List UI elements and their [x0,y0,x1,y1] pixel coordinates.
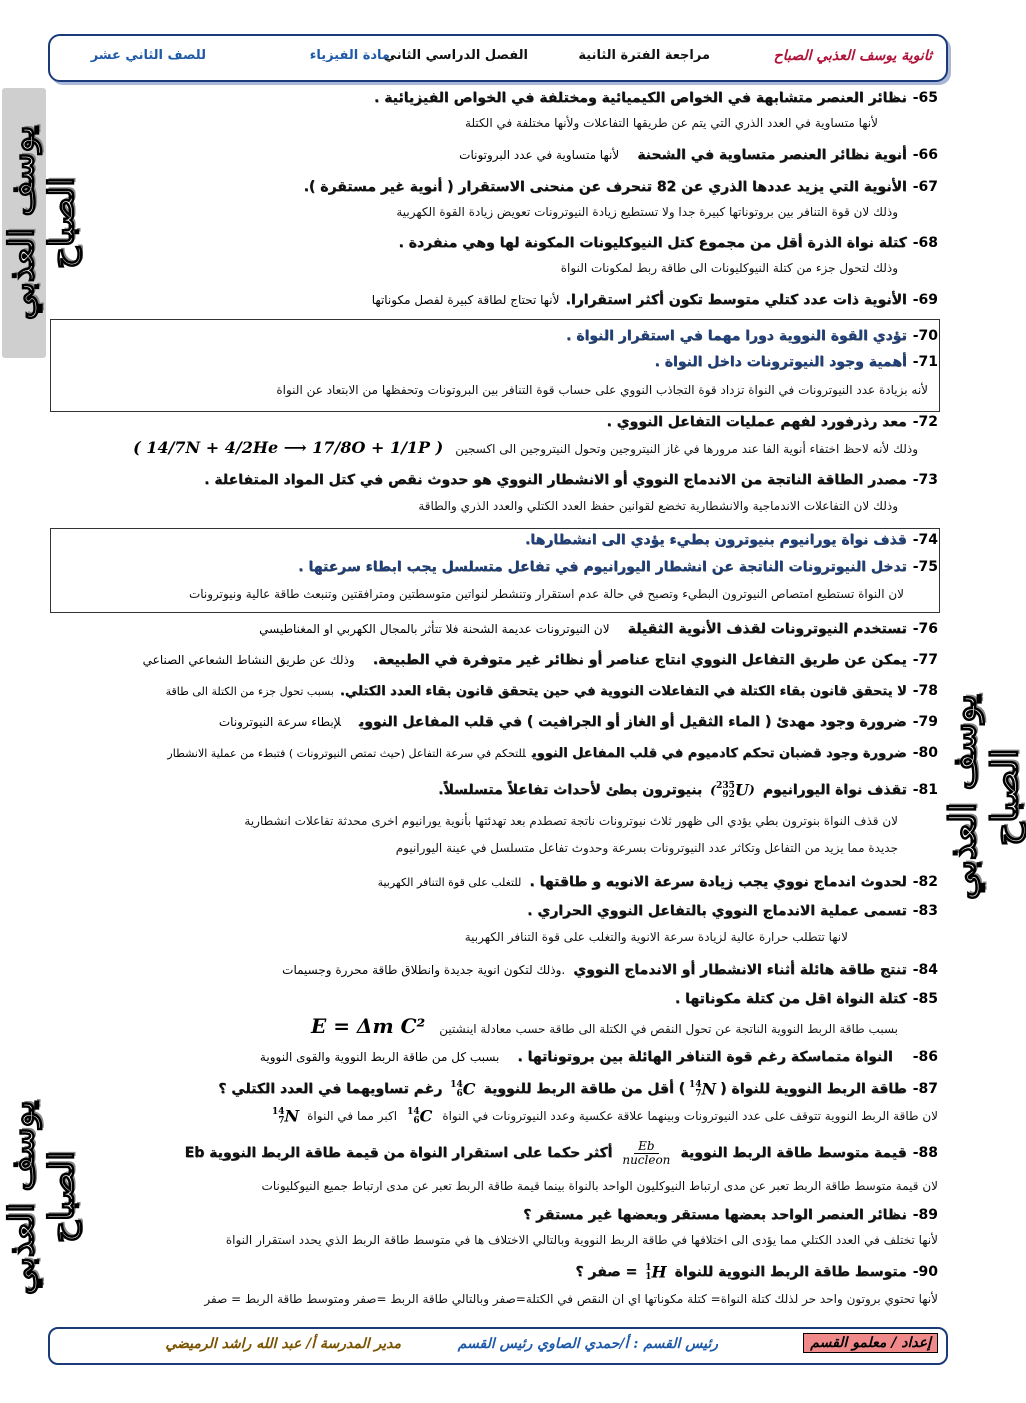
nitrogen-14-symbol: 14 7 N [689,1079,717,1099]
page-footer [48,1327,948,1365]
answer-90: لأنها تحتوي بروتون واحد حر لذلك كتلة النواة= كتلة مكوناتها اي ان النقص في الكتلة=صفر وبالتالي طاقة الربط =صفر ومتوسط طاقة الربط = صفر [204,1292,938,1306]
question-69: 69-الأنوية ذات عدد كتلي متوسط تكون أكثر استقرارا.لأنها تحتاج لطاقة كبيرة لفصل مكوناتها [371,292,938,308]
question-85: 85-كتلة النواة اقل من كتلة مكوناتها . [674,991,938,1007]
semester-title: الفصل الدراسي الثاني [383,48,528,63]
carbon-14-symbol: 14 6 C [450,1079,476,1099]
watermark-stamp: يوسف العذبي الصباح [2,88,46,358]
question-70: 70-تؤدي القوة النووية دورا مهما في استقرار النواة . [566,328,938,344]
school-principal: مدير المدرسة أ/ عبد الله راشد الرميضي [165,1336,401,1352]
question-80: 80-ضرورة وجود قضبان تحكم كادميوم في قلب المفاعل النوويللتحكم في سرعة التفاعل (حيث تمتص النيوترونات ) فتبطء من عملية الانشطار [167,745,938,761]
answer-88: لان قيمة متوسط طاقة الربط تعبر عن مدى ارتباط النيوكليون الواحد بالنواة بينما قيمة طاقة الربط تعبر عن مدى ارتباط جميع النيوكليونات [261,1179,938,1193]
answer-81-line-1: لان قذف النواة بنوترون بطي يؤدي الى ظهور ثلاث نيوترونات ناتجة تصطدم بعد تهدئتها بأنوية يورانيوم اخرى محدثة تفاعلات انشطارية [244,814,898,828]
question-87: 87-طاقة الربط النووية للنواة ( 14 7 N ) أقل من طاقة الربط للنووية 14 6 C رغم تساويهما في العدد الكتلي ؟ [218,1079,938,1099]
carbon-14-symbol: 14 6 C [407,1106,433,1126]
department-head: رئيس القسم : أ/حمدي الصاوي رئيس القسم [457,1336,718,1352]
answer-83: لانها تتطلب حرارة عالية لزيادة سرعة الانوية والتغلب على قوة التنافر الكهربية [464,930,848,944]
binding-energy-per-nucleon-fraction: $\frac{Eb}{\text{nucleon}}$ [622,1139,671,1167]
question-74: 74-قذف نواة يورانيوم بنيوترون بطيء يؤدي الى انشطارها. [524,532,938,548]
answer-71: لأنه بزيادة عدد النيوترونات في النواة تزداد قوة التجاذب النووي على حساب قوة التنافر بين البروتونات وتحفظها من الابتعاد عن النواة [276,383,928,397]
subject-title: مادة الفيزياء [309,48,390,63]
answer-68: وذلك لتحول جزء من كتلة النيوكليونات الى طاقة ربط لمكونات النواة [560,261,898,275]
question-89: 89-نظائر العنصر الواحد بعضها مستقر وبعضها غير مستقر ؟ [523,1207,938,1223]
answer-73: وذلك لان التفاعلات الاندماجية والانشطارية تخضع لقوانين حفظ العدد الكتلي والعدد الذري والطاقة [418,499,898,513]
question-88: 88-قيمة متوسط طاقة الربط النووية $\frac{Eb}{\text{nucleon}}$ أكثر حكما على استقرار النواة من قيمة طاقة الربط النووية Eb [184,1139,938,1167]
nitrogen-14-symbol: 14 7 N [272,1106,300,1126]
answer-89: لأنها تختلف في العدد الكتلي مما يؤدى الى اختلافها في طاقة الربط النووية وبالتالي الاختلاف ها في متوسط طاقة الربط الذي يحدد استقرار النواة [225,1233,938,1247]
question-77: 77-يمكن عن طريق التفاعل النووي انتاج عناصر أو نظائر غير متوفرة في الطبيعة.وذلك عن طريق النشاط الشعاعي الصناعي [142,652,938,668]
review-title: مراجعة الفترة الثانية [578,48,710,63]
answer-87: لان طاقة الربط النووية تتوقف على عدد النيوترونات وبينهما علاقة عكسية وعدد النيوترونات في النواة 14 6 C اكبر مما في النواة 14 7 N [272,1106,938,1126]
answer-81-line-2: جديدة مما يزيد من التفاعل وتكاثر عدد النيوترونات بسرعة وحدوث تفاعل متسلسل في عينة اليورانيوم [395,841,898,855]
question-86: 86-النواة متماسكة رغم قوة التنافر الهائلة بين بروتوناتها .بسبب كل من طاقة الربط النووية والقوى النووية [259,1049,938,1065]
question-71: 71-أهمية وجود النيوترونات داخل النواة . [654,354,938,370]
question-67: 67-الأنوية التي يزيد عددها الذري عن 82 تنحرف عن منحنى الاستقرار ( أنوية غير مستقرة ). [303,179,938,195]
question-73: 73-مصدر الطاقة الناتجة من الاندماج النووي أو الانشطار النووي هو حدوث نقص في كتل المواد المتفاعلة . [204,472,938,488]
question-66: 66-أنوية نظائر العنصر متساوية في الشحنةلأنها متساوية في عدد البروتونات [459,147,938,163]
question-68: 68-كتلة نواة الذرة أقل من مجموع كتل النيوكليونات المكونة لها وهي منفردة . [398,235,938,251]
question-84: 84-تنتج طاقة هائلة أثناء الانشطار أو الاندماج النووي.وذلك لتكون انوية جديدة وانطلاق طاقة محررة وجسيمات [282,962,938,978]
uranium-235-symbol: ( 235 92 U) [710,780,755,800]
answer-65: لأنها متساوية في العدد الذري التي يتم عن طريقها التفاعلات ولأنها مختلفة في الكتلة [465,116,878,130]
question-72: 72-معد رذرفورد لفهم عمليات التفاعل النووي . [606,414,938,430]
question-81: 81-تقذف نواة اليورانيوم ( 235 92 U) بنيوترون بطئ لأحداث تفاعلاً متسلسلاً. [438,780,938,800]
question-65: 65-نظائر العنصر متشابهة في الخواص الكيميائية ومختلفة في الخواص الفيزيائية . [373,90,938,106]
watermark-stamp: يوسف العذبي الصباح [942,660,990,935]
question-79: 79-ضرورة وجود مهدئ ( الماء الثقيل أو الغاز أو الجرافيت ) في قلب المفاعل النوويلإبطاء سرعة النيوترونات [218,714,938,730]
rutherford-equation: ( 14/7N + 4/2He ⟶ 17/8O + 1/1P ) [133,438,444,457]
question-75: 75-تدخل النيوترونات الناتجة عن انشطار اليورانيوم في تفاعل متسلسل يجب ابطاء سرعتها . [298,559,938,575]
question-76: 76-تستخدم النيوترونات لقذف الأنوية الثقيلةلان النيوترونات عديمة الشحنة فلا تتأثر بالمجال الكهربي او المغناطيسي [259,621,938,637]
einstein-equation: E = Δm C² [311,1014,426,1038]
hydrogen-1-symbol: 1 1 H [645,1262,667,1282]
question-90: 90-متوسط طاقة الربط النووية للنواة 1 1 H = صفر ؟ [575,1262,938,1282]
grade-title: للصف الثاني عشر [90,48,206,63]
watermark-stamp: يوسف العذبي الصباح [2,1060,46,1335]
question-83: 83-تسمى عملية الاندماج النووي بالتفاعل النووي الحراري . [527,903,938,919]
question-78: 78-لا يتحقق قانون بقاء الكتلة في التفاعلات النووية في حين يتحقق قانون بقاء العدد الكتلي.بسبب تحول جزء من الكتلة الى طاقة [165,683,938,699]
prepared-by: إعداد / معلمو القسم [803,1333,938,1353]
question-82: 82-لحدوث اندماج نووي يجب زيادة سرعة الانويه و طاقتها .للتغلب على قوة التنافر الكهربية [377,874,938,890]
page-header [48,34,948,82]
school-name: ثانوية يوسف العذبي الصباح [773,48,932,64]
answer-85: بسبب طاقة الربط النووية الناتجة عن تحول النقص في الكتلة الى طاقة حسب معادلة اينشتين E = Δm C² [311,1014,898,1038]
answer-67: وذلك لان قوة التنافر بين بروتوناتها كبيرة جدا ولا تستطيع زيادة النيوترونات تعويض زيادة القوة الكهربية [396,205,898,219]
answer-72: وذلك لأنه لاحظ اختفاء أنوية الفا عند مرورها في غاز النيتروجين وتحول النيتروجين الى اكسجين ( 14/7N + 4/2He ⟶ 17/8O + 1/1P ) [133,438,918,457]
answer-75: لان النواة تستطيع امتصاص النيوترون البطيء وتصبح في حالة عدم استقرار وتنشطر لنواتين متوسطتين ومترافقتين وتنبعث طاقة عالية ونيوترونات [188,587,904,601]
